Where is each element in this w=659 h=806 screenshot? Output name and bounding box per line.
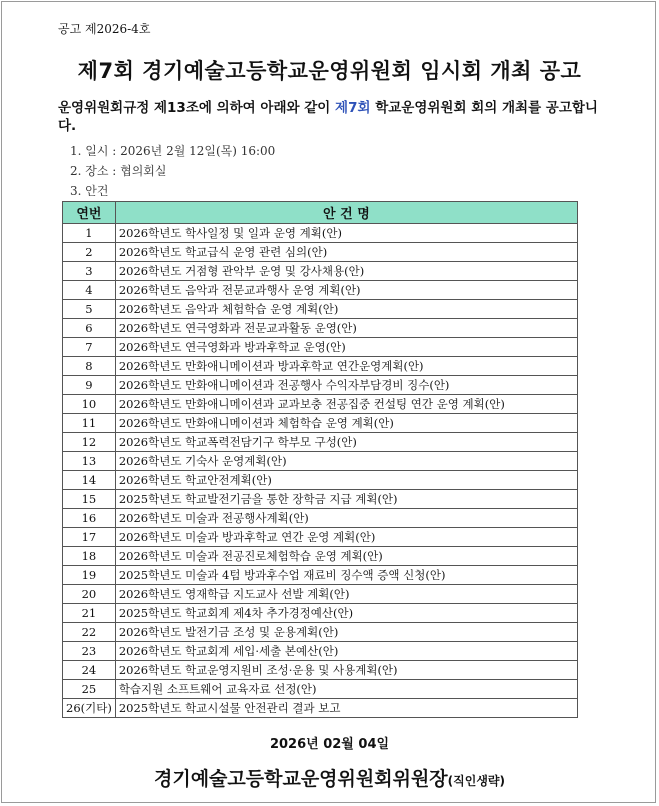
table-row bbox=[63, 661, 578, 680]
row-number: 6 bbox=[63, 319, 116, 338]
signer bbox=[0, 764, 659, 791]
row-agenda-title: 2025학년도 학교시설물 안전관리 결과 보고 bbox=[115, 699, 577, 718]
table-row bbox=[63, 566, 578, 585]
item-datetime: 1. 일시 : 2026년 2월 12일(목) 16:00 bbox=[70, 144, 276, 158]
table-row bbox=[63, 243, 578, 262]
row-agenda-title: 2026학년도 미술과 전공진로체험학습 운영 계획(안) bbox=[115, 547, 577, 566]
row-number: 8 bbox=[63, 357, 116, 376]
row-agenda-title: 2026학년도 음악과 체험학습 운영 계획(안) bbox=[115, 300, 577, 319]
table-row bbox=[63, 300, 578, 319]
intro-text bbox=[58, 99, 598, 135]
table-row bbox=[63, 642, 578, 661]
row-number: 16 bbox=[63, 509, 116, 528]
page-title: 제7회 경기예술고등학교운영위원회 임시회 개최 공고 bbox=[77, 59, 582, 83]
row-number: 5 bbox=[63, 300, 116, 319]
row-number: 3 bbox=[63, 262, 116, 281]
signer-name: 경기예술고등학교운영위원회위원장 bbox=[153, 768, 448, 790]
table-row bbox=[63, 490, 578, 509]
row-number: 12 bbox=[63, 433, 116, 452]
table-row bbox=[63, 471, 578, 490]
row-agenda-title: 2026학년도 만화애니메이션과 전공행사 수익자부담경비 징수(안) bbox=[115, 376, 577, 395]
table-row bbox=[63, 547, 578, 566]
row-number: 18 bbox=[63, 547, 116, 566]
table-row bbox=[63, 319, 578, 338]
header-agenda-name: 안 건 명 bbox=[115, 202, 577, 224]
notice-date: 2026년 02월 04일 bbox=[269, 737, 390, 752]
row-agenda-title: 2026학년도 학교안전계획(안) bbox=[115, 471, 577, 490]
row-number: 26(기타) bbox=[63, 699, 116, 718]
intro-highlight: 제7회 bbox=[335, 100, 371, 116]
table-row bbox=[63, 528, 578, 547]
row-number: 13 bbox=[63, 452, 116, 471]
notice-number: 공고 제2026-4호 bbox=[58, 22, 151, 36]
table-row bbox=[63, 338, 578, 357]
row-agenda-title: 2026학년도 기숙사 운영계획(안) bbox=[115, 452, 577, 471]
table-row bbox=[63, 680, 578, 699]
table-row bbox=[63, 262, 578, 281]
row-number: 11 bbox=[63, 414, 116, 433]
table-row bbox=[63, 623, 578, 642]
row-number: 2 bbox=[63, 243, 116, 262]
row-agenda-title: 2026학년도 만화애니메이션과 방과후학교 연간운영계획(안) bbox=[115, 357, 577, 376]
intro-part1: 운영위원회규정 제13조에 의하여 아래와 같이 bbox=[58, 100, 336, 116]
row-number: 24 bbox=[63, 661, 116, 680]
row-agenda-title: 2026학년도 연극영화과 방과후학교 운영(안) bbox=[115, 338, 577, 357]
row-number: 4 bbox=[63, 281, 116, 300]
intro-part2: 학교운영위원회 회의 개최를 공고합니다. bbox=[58, 100, 598, 134]
table-row bbox=[63, 357, 578, 376]
row-agenda-title: 2025학년도 학교발전기금을 통한 장학금 지급 계획(안) bbox=[115, 490, 577, 509]
row-number: 21 bbox=[63, 604, 116, 623]
row-agenda-title: 2025학년도 학교회계 제4차 추가경정예산(안) bbox=[115, 604, 577, 623]
row-agenda-title: 2026학년도 학교폭력전담기구 학부모 구성(안) bbox=[115, 433, 577, 452]
row-number: 23 bbox=[63, 642, 116, 661]
row-agenda-title: 2026학년도 연극영화과 전문교과활동 운영(안) bbox=[115, 319, 577, 338]
table-row bbox=[63, 585, 578, 604]
table-row bbox=[63, 376, 578, 395]
row-agenda-title: 2026학년도 발전기금 조성 및 운용계획(안) bbox=[115, 623, 577, 642]
row-agenda-title: 2026학년도 미술과 전공행사계획(안) bbox=[115, 509, 577, 528]
agenda-table-body bbox=[63, 224, 578, 718]
row-agenda-title: 2026학년도 학교운영지원비 조성·운용 및 사용계획(안) bbox=[115, 661, 577, 680]
row-agenda-title: 2026학년도 거점형 관악부 운영 및 강사채용(안) bbox=[115, 262, 577, 281]
seal-omitted-note: (직인생략) bbox=[447, 774, 505, 788]
row-number: 10 bbox=[63, 395, 116, 414]
row-agenda-title: 2026학년도 영재학급 지도교사 선발 계획(안) bbox=[115, 585, 577, 604]
table-row bbox=[63, 281, 578, 300]
table-row bbox=[63, 224, 578, 243]
table-row bbox=[63, 509, 578, 528]
row-number: 25 bbox=[63, 680, 116, 699]
table-row bbox=[63, 604, 578, 623]
item-agenda: 3. 안건 bbox=[70, 184, 109, 198]
row-number: 20 bbox=[63, 585, 116, 604]
row-agenda-title: 2026학년도 학사일정 및 일과 운영 계획(안) bbox=[115, 224, 577, 243]
row-agenda-title: 2026학년도 학교회계 세입·세출 본예산(안) bbox=[115, 642, 577, 661]
row-number: 1 bbox=[63, 224, 116, 243]
row-number: 14 bbox=[63, 471, 116, 490]
row-number: 17 bbox=[63, 528, 116, 547]
row-number: 22 bbox=[63, 623, 116, 642]
table-row bbox=[63, 395, 578, 414]
row-agenda-title: 2026학년도 음악과 전문교과행사 운영 계획(안) bbox=[115, 281, 577, 300]
table-row bbox=[63, 433, 578, 452]
table-row bbox=[63, 699, 578, 718]
item-location: 2. 장소 : 협의회실 bbox=[70, 164, 167, 178]
header-number: 연번 bbox=[63, 202, 116, 224]
table-row bbox=[63, 452, 578, 471]
row-agenda-title: 2025학년도 미술과 4텀 방과후수업 재료비 징수액 증액 신청(안) bbox=[115, 566, 577, 585]
row-agenda-title: 2026학년도 만화애니메이션과 교과보충 전공집중 컨설팅 연간 운영 계획(안) bbox=[115, 395, 577, 414]
row-number: 15 bbox=[63, 490, 116, 509]
table-row bbox=[63, 414, 578, 433]
row-agenda-title: 2026학년도 학교급식 운영 관련 심의(안) bbox=[115, 243, 577, 262]
row-agenda-title: 학습지원 소프트웨어 교육자료 선정(안) bbox=[115, 680, 577, 699]
row-number: 19 bbox=[63, 566, 116, 585]
row-agenda-title: 2026학년도 미술과 방과후학교 연간 운영 계획(안) bbox=[115, 528, 577, 547]
table-header-row bbox=[63, 202, 578, 224]
row-number: 7 bbox=[63, 338, 116, 357]
row-number: 9 bbox=[63, 376, 116, 395]
agenda-table bbox=[62, 201, 578, 718]
row-agenda-title: 2026학년도 만화애니메이션과 체험학습 운영 계획(안) bbox=[115, 414, 577, 433]
